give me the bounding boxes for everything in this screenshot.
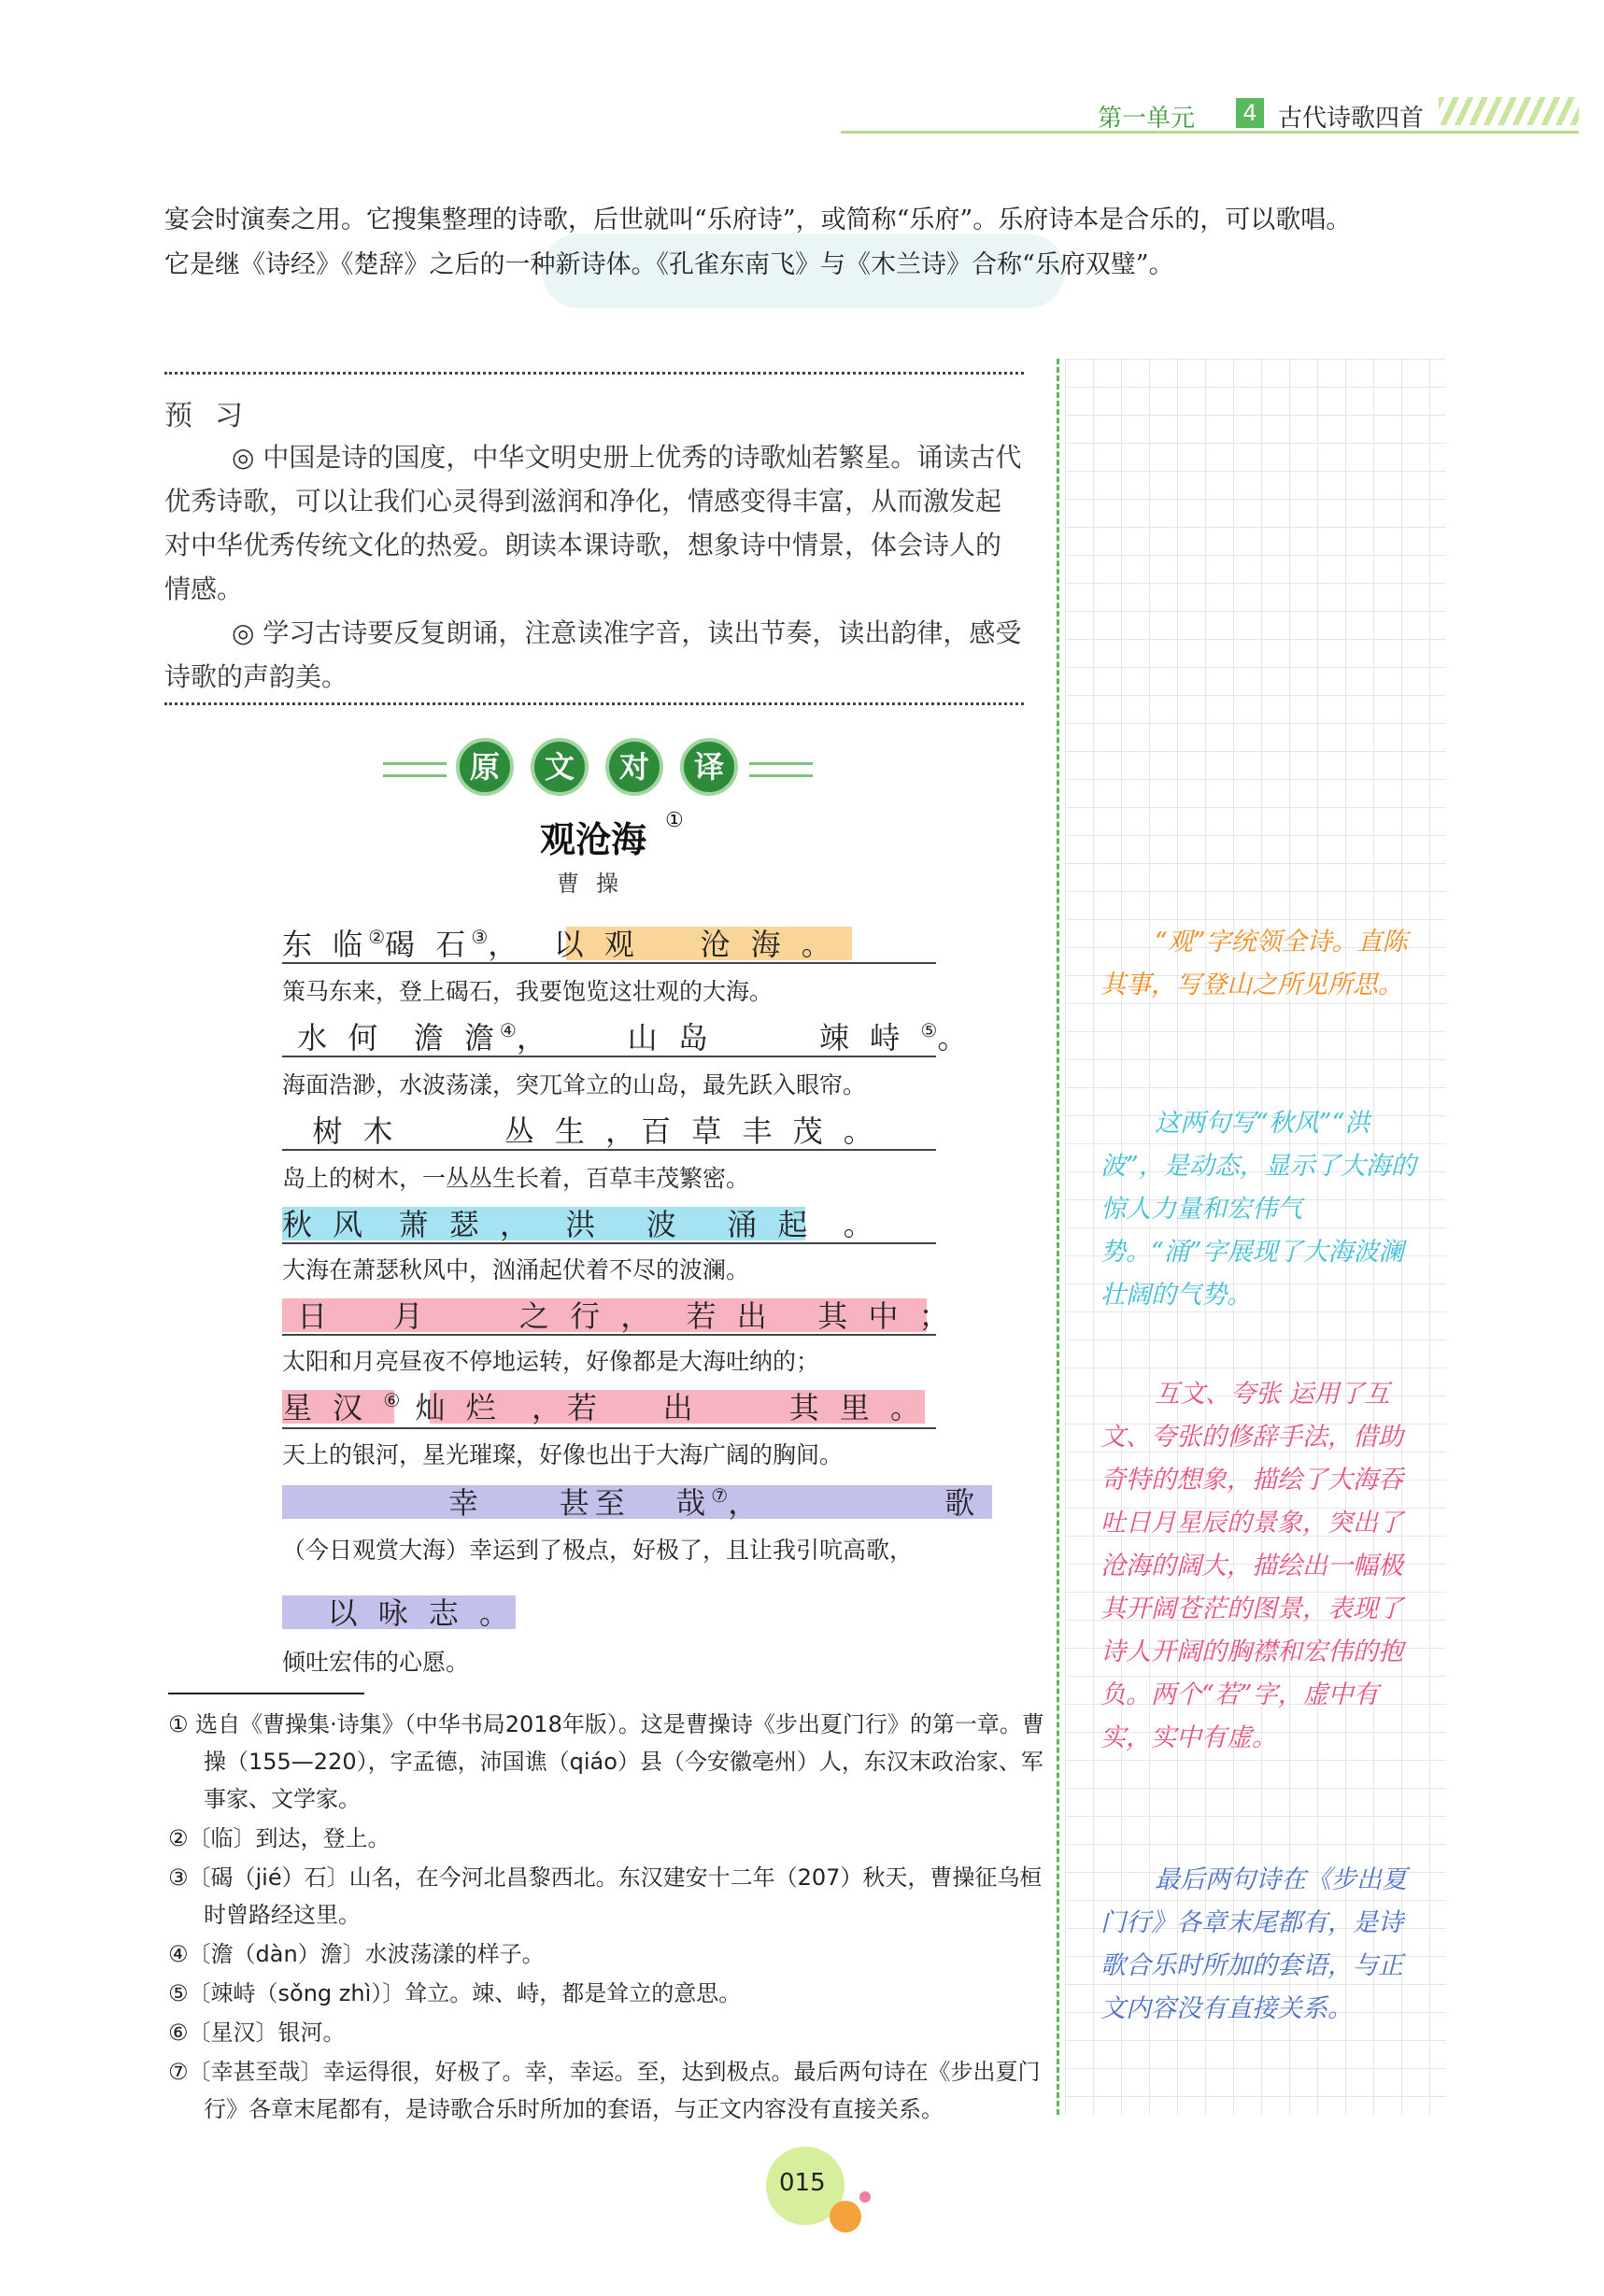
translation-7: （今日观赏大海）幸运到了极点，好极了，且让我引吭高歌，	[282, 1537, 914, 1564]
poem-line-5-underline	[282, 1334, 936, 1336]
intro-line-1: 宴会时演奏之用。它搜集整理的诗歌，后世就叫“乐府诗”，或简称“乐府”。乐府诗本是合乐的，可以歌唱。	[164, 206, 1352, 234]
margin-note-3: 互文、夸张 运用了互文、夸张的修辞手法，借助奇特的想象，描绘了大海吞吐日月星辰的景象，突出了沧海的阔大，描绘出一幅极其开阔苍茫的图景，表现了诗人开阔的胸襟和宏伟的抱负。两个“若”字，虚中有实，实中有虚。	[1100, 1380, 1403, 1752]
poem-line-7-note: ⑦	[711, 1484, 729, 1507]
section-char-3: 对	[605, 738, 663, 796]
translation-2: 海面浩渺，水波荡漾，突兀耸立的山岛，最先跃入眼帘。	[282, 1071, 867, 1098]
translation-4: 大海在萧瑟秋风中，汹涌起伏着不尽的波澜。	[282, 1256, 750, 1283]
poem-line-6-underline	[282, 1427, 936, 1429]
preview-bottom-border	[164, 702, 1024, 705]
poem-line-1a: 东 临	[282, 927, 369, 962]
poem-line-1c: ， 以 观 沧 海 。	[488, 927, 837, 962]
poem-line-2c: 。	[937, 1020, 973, 1056]
poem-line-2-note-b: ⑤	[920, 1019, 938, 1042]
poem-line-6	[282, 1384, 926, 1427]
footnote-2: ②〔临〕到达，登上。	[168, 1825, 390, 1851]
footnote-5: ⑤〔竦峙（sǒng zhì）〕耸立。竦、峙，都是耸立的意思。	[168, 1980, 742, 2006]
poem-line-1	[282, 921, 837, 964]
footnote-4: ④〔澹（dàn）澹〕水波荡漾的样子。	[168, 1941, 545, 1967]
preview-paragraph-2: ◎ 学习古诗要反复朗诵，注意读准字音，读出节奏，读出韵律，感受诗歌的声韵美。	[164, 617, 1022, 692]
page-number: 015	[779, 2169, 826, 2197]
section-title	[383, 734, 794, 800]
poem-line-1-note-b: ③	[471, 926, 489, 948]
poem-author: 曹操	[557, 871, 635, 897]
poem-line-1-note-a: ②	[368, 926, 386, 948]
translation-6: 天上的银河，星光璀璨，好像也出于大海广阔的胸间。	[282, 1441, 844, 1468]
poem-line-3-underline	[282, 1149, 936, 1151]
poem-line-7	[282, 1480, 980, 1523]
header-decoration	[1439, 97, 1579, 125]
poem-line-7a: 幸 甚至 哉	[282, 1485, 712, 1521]
section-deco-right	[749, 762, 813, 777]
page-decoration-dot	[830, 2201, 861, 2232]
page-decoration-dot-small	[859, 2191, 871, 2203]
header-unit: 第一单元	[1098, 105, 1196, 133]
preview-paragraph-1: ◎ 中国是诗的国度，中华文明史册上优秀的诗歌灿若繁星。诵读古代优秀诗歌，可以让我们心灵得到滋润和净化，情感变得丰富，从而激发起对中华优秀传统文化的热爱。朗读本课诗歌，想象诗中情景，体会诗人的情感。	[164, 442, 1022, 604]
preview-top-border	[164, 372, 1024, 375]
margin-note-4: 最后两句诗在《步出夏门行》各章末尾都有，是诗歌合乐时所加的套语，与正文内容没有直接关系。	[1100, 1865, 1407, 2023]
poem-line-1b: 碣 石	[385, 927, 472, 962]
poem-line-4: 秋 风 萧 瑟 ， 洪 波 涌 起 。	[282, 1207, 879, 1242]
poem-line-2a: 水 何 澹 澹	[282, 1020, 500, 1056]
poem-line-5: 日 月 之 行 ， 若 出 其 中 ；	[282, 1298, 955, 1334]
poem-line-2	[282, 1014, 972, 1057]
poem-line-2-underline	[282, 1056, 936, 1057]
poem-line-4-underline	[282, 1242, 936, 1244]
footnote-rule	[168, 1693, 364, 1694]
intro-line-2: 它是继《诗经》《楚辞》之后的一种新诗体。《孔雀东南飞》与《木兰诗》合称“乐府双璧”。	[164, 250, 1174, 279]
header-lesson-number: 4	[1236, 98, 1264, 128]
poem-title-note: ①	[665, 809, 684, 832]
poem-title: 观沧海	[540, 819, 647, 860]
translation-5: 太阳和月亮昼夜不停地运转，好像都是大海吐纳的；	[282, 1348, 820, 1375]
poem-line-3: 树 木 丛 生 ，百 草 丰 茂 。	[282, 1113, 879, 1149]
section-deco-left	[383, 762, 447, 777]
section-char-2: 文	[531, 738, 589, 796]
poem-line-7b: ， 歌	[728, 1485, 981, 1521]
translation-8: 倾吐宏伟的心愿。	[282, 1649, 470, 1676]
header-rule	[841, 131, 1579, 134]
margin-note-1: “观”字统领全诗。直陈其事，写登山之所见所思。	[1100, 928, 1408, 999]
intro-paragraph	[164, 198, 1444, 288]
poem-line-8: 以 咏 志 。	[282, 1595, 516, 1631]
poem-line-2b: ， 山 岛 竦 峙	[516, 1020, 921, 1056]
poem-line-1-underline	[282, 962, 936, 964]
section-char-4: 译	[680, 738, 738, 796]
poem-line-6a: 星 汉	[282, 1390, 384, 1425]
footnote-3: ③〔碣（jié）石〕山名，在今河北昌黎西北。东汉建安十二年（207）秋天，曹操征乌桓时曾路经这里。	[168, 1864, 1043, 1928]
translation-1: 策马东来，登上碣石，我要饱览这壮观的大海。	[282, 978, 774, 1005]
footnote-6: ⑥〔星汉〕银河。	[168, 2020, 346, 2046]
preview-title: 预习	[164, 400, 265, 432]
translation-3: 岛上的树木，一丛丛生长着，百草丰茂繁密。	[282, 1165, 750, 1192]
footnote-1: ① 选自《曹操集·诗集》（中华书局2018年版）。这是曹操诗《步出夏门行》的第一章。曹操（155—220），字孟德，沛国谯（qiáo）县（今安徽亳州）人，东汉末政治家、军事家、文学家。	[168, 1711, 1044, 1812]
section-char-1: 原	[456, 738, 514, 796]
margin-note-2: 这两句写“秋风”“洪波”，是动态，显示了大海的惊人力量和宏伟气势。“涌”字展现了大海波澜壮阔的气势。	[1100, 1109, 1416, 1310]
poem-line-6-note: ⑥	[383, 1389, 401, 1411]
poem-line-2-note-a: ④	[499, 1019, 517, 1042]
header-lesson-title: 古代诗歌四首	[1278, 105, 1425, 133]
footnote-7: ⑦〔幸甚至哉〕幸运得很，好极了。幸，幸运。至，达到极点。最后两句诗在《步出夏门行》各章末尾都有，是诗歌合乐时所加的套语，与正文内容没有直接关系。	[168, 2059, 1041, 2122]
poem-line-6b: 灿 烂 ，若 出 其 里 。	[400, 1390, 927, 1425]
